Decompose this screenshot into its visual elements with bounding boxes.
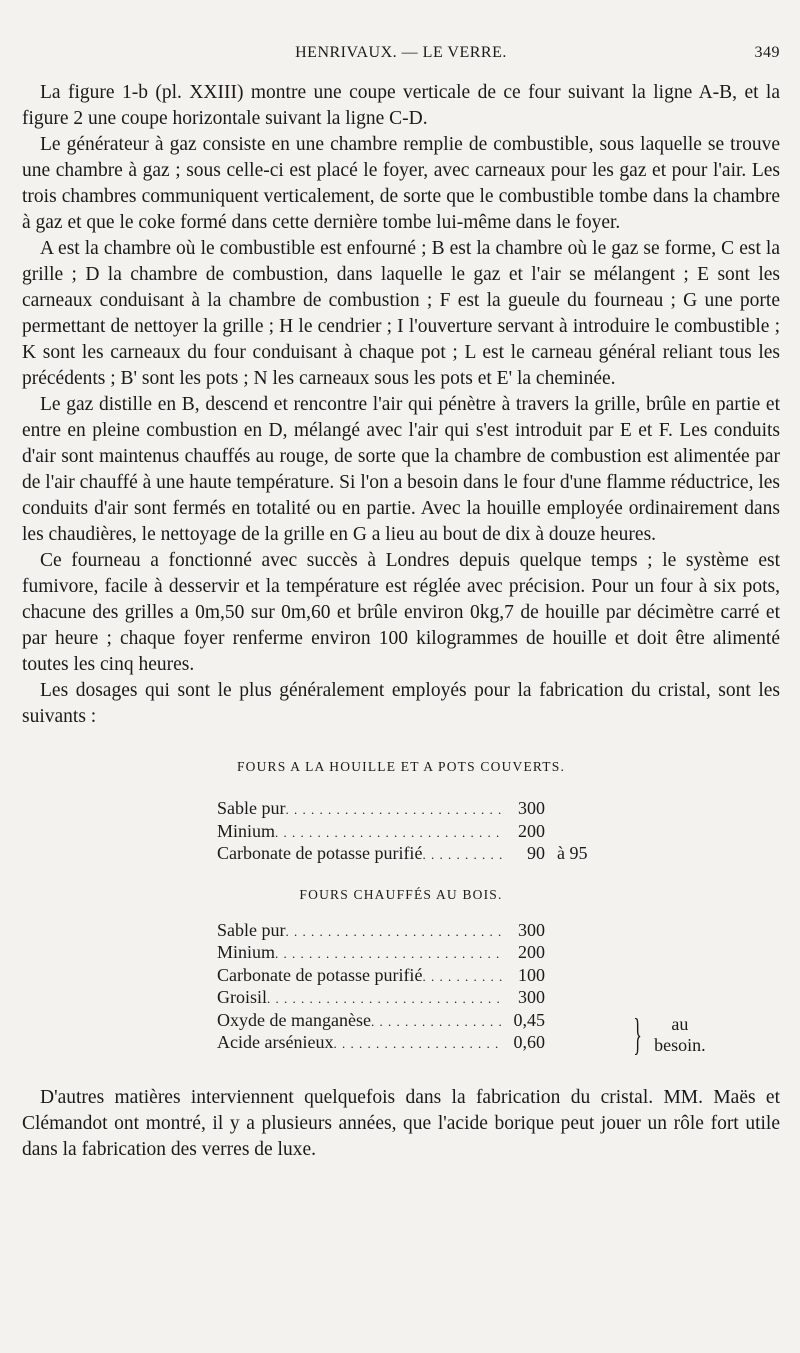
header-title: HENRIVAUX. — LE VERRE. — [295, 44, 507, 61]
running-header — [22, 44, 780, 74]
dosage-row — [217, 1010, 637, 1033]
ingredient-name: Groisil — [217, 987, 268, 1007]
ingredient-value: 0,45 — [513, 1009, 545, 1030]
paragraph: Le gaz distille en B, descend et rencontre l'air qui pénètre à travers la grille, brûle en partie et entre en pleine combustion en D, mélangé avec l'air qui s'est introduit par E et F. Les conduits d'air sont maintenus chauffés au rouge, de sorte que la chambre de combustion est alimentée par de l'air chauffé à une haute température. Si l'on a besoin dans le four d'une flamme réductrice, les conduits d'air sont fermés en totalité ou en partie. Avec la houille employée ordinairement dans les chaudières, le nettoyage de la grille en G a lieu au bout de dix à douze heures. — [22, 394, 780, 545]
paragraph: Le générateur à gaz consiste en une chambre remplie de combustible, sous laquelle se trouve une chambre à gaz ; sous celle-ci est placé le foyer, avec carneaux pour les gaz et pour l'air. Les trois chambres communiquent verticalement, de sorte que le combustible tombe dans la chambre à gaz et que le coke formé dans cette dernière tombe lui-même dans le foyer. — [22, 134, 780, 233]
dosage-row — [217, 1032, 637, 1055]
ingredient-value: 0,60 — [513, 1032, 545, 1052]
closing-section — [22, 1085, 780, 1163]
paragraph: Ce fourneau a fonctionné avec succès à Londres depuis quelque temps ; le système est fumivore, facile à desservir et la température est réglée avec précision. Pour un four à six pots, chacune des grilles a 0m,50 sur 0m,60 et brûle environ 0kg,7 de houille par décimètre carré et par heure ; chaque foyer renferme environ 100 kilogrammes de houille et doit être alimenté toutes les cinq heures. — [22, 550, 780, 675]
ingredient-value: 300 — [518, 987, 545, 1007]
ingredient-name: Sable pur — [217, 919, 286, 940]
leader-dots — [422, 966, 503, 988]
dosage-row — [217, 920, 637, 943]
leader-dots — [285, 921, 503, 943]
dosage-row — [217, 965, 637, 988]
optional-ingredients — [217, 1009, 706, 1059]
paragraph: A est la chambre où le combustible est enfourné ; B est la chambre où le gaz se forme, C est la grille ; D la chambre de combustion, dans laquelle le gaz et l'air se mélangent ; E sont les carneaux conduisant à la chambre de combustion ; F est la gueule du fourneau ; G une porte permettant de nettoyer la grille ; H le cendrier ; I l'ouverture servant à introduire le combustible ; K sont les carneaux du four conduisant à chaque pot ; L est le carneau général reliant tous les précédents ; B' sont les pots ; N les carneaux sous les pots et E' la cheminée. — [22, 238, 780, 389]
ingredient-name: Minium — [217, 820, 276, 841]
leader-dots — [422, 844, 503, 866]
leader-dots — [371, 1011, 503, 1033]
dosage-row — [217, 843, 637, 866]
leader-dots — [275, 822, 503, 844]
ingredient-name: Oxyde de manganèse — [217, 1009, 371, 1030]
ingredient-name: Carbonate de potasse purifié — [217, 843, 423, 863]
ingredient-value: 300 — [518, 919, 545, 940]
ingredient-name: Sable pur — [217, 798, 286, 818]
leader-dots — [267, 988, 503, 1010]
brace-icon: } — [633, 1010, 642, 1059]
page-number: 349 — [754, 44, 780, 61]
note-line: besoin. — [654, 1035, 706, 1055]
ingredient-value: 100 — [518, 964, 545, 985]
ingredient-value: 200 — [518, 820, 545, 841]
ingredient-extra: à 95 — [557, 843, 588, 863]
dosage-row — [217, 798, 637, 821]
paragraph: Les dosages qui sont le plus généralement employés pour la fabrication du cristal, sont les suivants : — [22, 680, 780, 727]
leader-dots — [275, 943, 503, 965]
dosage-row — [217, 987, 637, 1010]
table2-title: FOURS CHAUFFÉS AU BOIS. — [299, 886, 503, 902]
ingredient-name: Acide arsénieux — [217, 1032, 334, 1052]
note-line: au — [671, 1013, 689, 1034]
dosage-row — [217, 942, 637, 965]
paragraph: D'autres matières interviennent quelquefois dans la fabrication du cristal. MM. Maës et Clémandot ont montré, il y a plusieurs années, que l'acide borique peut jouer un rôle fort utile dans la fabrication des verres de luxe. — [22, 1086, 780, 1160]
as-needed-note — [627, 1010, 706, 1059]
ingredient-name: Minium — [217, 942, 276, 962]
leader-dots — [333, 1033, 503, 1055]
ingredient-name: Carbonate de potasse purifié — [217, 964, 423, 985]
dosage-table-wood — [217, 919, 706, 1059]
ingredient-value: 200 — [518, 942, 545, 962]
ingredient-value: 300 — [518, 798, 545, 818]
table1-title: FOURS A LA HOUILLE ET A POTS COUVERTS. — [236, 759, 566, 774]
leader-dots — [285, 799, 503, 821]
dosage-table-coal — [217, 798, 637, 866]
page-body — [22, 80, 780, 1163]
ingredient-value: 90 — [527, 843, 545, 863]
dosage-row — [217, 821, 637, 844]
paragraph: La figure 1-b (pl. XXIII) montre une coupe verticale de ce four suivant la ligne A-B, et la figure 2 une coupe horizontale suivant la ligne C-D. — [22, 82, 780, 129]
